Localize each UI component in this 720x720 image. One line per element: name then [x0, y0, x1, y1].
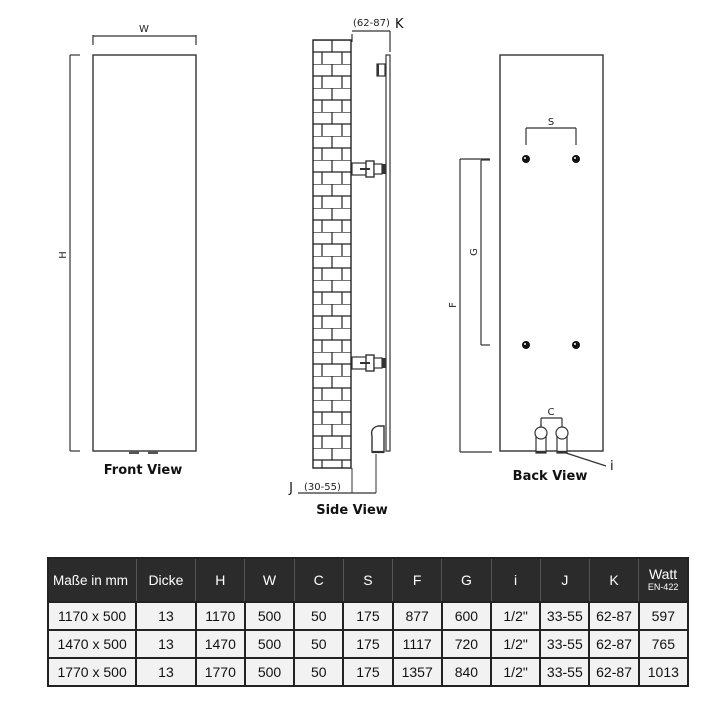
header-j: J: [540, 558, 589, 602]
radiator-panel-front: [93, 55, 196, 451]
header-g: G: [442, 558, 491, 602]
c-label: C: [547, 407, 555, 418]
cell-i: 1/2": [491, 602, 540, 630]
cell-thickness: 13: [136, 602, 195, 630]
header-f: F: [393, 558, 442, 602]
valve-connector-left: [129, 451, 139, 454]
height-label: H: [58, 251, 69, 259]
header-watt: [639, 558, 688, 602]
i-label: i: [610, 459, 614, 474]
cell-h: 1770: [196, 658, 245, 686]
cell-f: 1357: [393, 658, 442, 686]
cell-w: 500: [245, 658, 294, 686]
header-w: W: [245, 558, 294, 602]
pipe-connection: [372, 426, 384, 452]
cell-k: 62-87: [589, 602, 638, 630]
header-s: S: [343, 558, 392, 602]
cell-j: 33-55: [540, 630, 589, 658]
height-dimension: [58, 55, 80, 451]
j-label: J: [289, 481, 293, 496]
j-range-label: (30-55): [304, 482, 341, 493]
cell-s: 175: [343, 658, 392, 686]
brick-wall: [313, 40, 351, 468]
cell-size: 1770 x 500: [48, 658, 136, 686]
table-row: [48, 630, 688, 658]
cell-c: 50: [294, 658, 343, 686]
table-row: [48, 658, 688, 686]
cell-g: 600: [442, 602, 491, 630]
k-label: K: [395, 17, 404, 32]
cell-watt: 1013: [639, 658, 688, 686]
cell-k: 62-87: [589, 630, 638, 658]
back-view-label: Back View: [512, 469, 588, 484]
cell-f: 877: [393, 602, 442, 630]
radiator-panel-side: [386, 55, 390, 451]
cell-size: 1170 x 500: [48, 602, 136, 630]
wall-bracket-lower: [352, 355, 386, 371]
width-label: W: [139, 24, 149, 35]
cell-s: 175: [343, 630, 392, 658]
header-h: H: [196, 558, 245, 602]
cell-g: 840: [442, 658, 491, 686]
table-header-row: [48, 558, 688, 602]
cell-j: 33-55: [540, 658, 589, 686]
cell-s: 175: [343, 602, 392, 630]
cell-j: 33-55: [540, 602, 589, 630]
front-view-label: Front View: [103, 463, 183, 478]
width-dimension: [93, 24, 196, 45]
watt-standard-label: EN-422: [647, 582, 679, 592]
wall-bracket-upper: [352, 161, 386, 177]
cell-k: 62-87: [589, 658, 638, 686]
cell-thickness: 13: [136, 658, 195, 686]
specifications-table: [47, 557, 689, 687]
cell-g: 720: [442, 630, 491, 658]
s-label: S: [547, 117, 555, 128]
header-i: i: [491, 558, 540, 602]
cell-h: 1470: [196, 630, 245, 658]
header-k: K: [589, 558, 638, 602]
cell-i: 1/2": [491, 630, 540, 658]
cell-i: 1/2": [491, 658, 540, 686]
cell-w: 500: [245, 630, 294, 658]
watt-label: Watt: [648, 566, 678, 582]
cell-f: 1117: [393, 630, 442, 658]
g-label: G: [469, 248, 480, 256]
back-view: [448, 55, 614, 484]
cell-h: 1170: [196, 602, 245, 630]
g-dimension: [469, 160, 490, 345]
cell-w: 500: [245, 602, 294, 630]
cell-watt: 597: [639, 602, 688, 630]
k-dimension: [352, 17, 404, 52]
cell-c: 50: [294, 602, 343, 630]
front-view: [58, 24, 196, 478]
f-label: F: [448, 302, 459, 308]
header-thickness: Dicke: [136, 558, 195, 602]
cell-c: 50: [294, 630, 343, 658]
table-row: [48, 602, 688, 630]
k-range-label: (62-87): [353, 18, 390, 29]
cell-thickness: 13: [136, 630, 195, 658]
side-view: [288, 17, 404, 518]
radiator-panel-back: [500, 55, 603, 451]
header-c: C: [294, 558, 343, 602]
header-dimensions: Maße in mm: [48, 558, 136, 602]
cell-size: 1470 x 500: [48, 630, 136, 658]
side-view-label: Side View: [316, 503, 388, 518]
cell-watt: 765: [639, 630, 688, 658]
valve-connector-right: [148, 451, 158, 454]
f-dimension: [448, 159, 492, 452]
